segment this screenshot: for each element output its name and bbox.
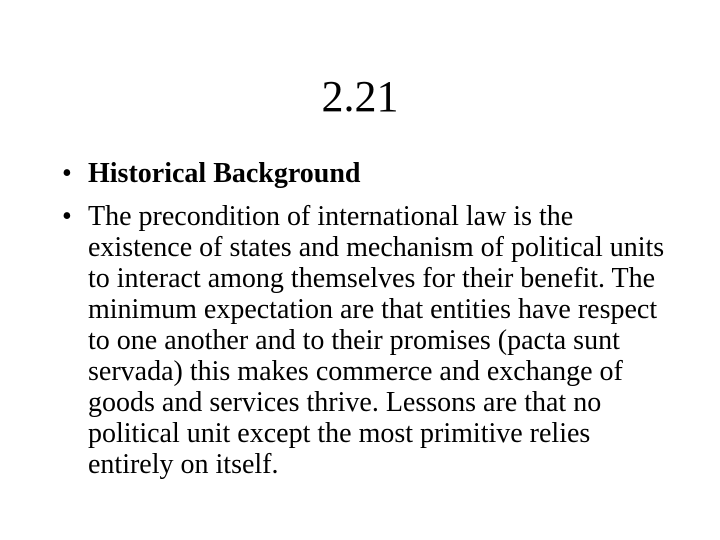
bullet-item-body — [62, 201, 672, 480]
bullet-item-heading — [62, 158, 672, 189]
slide-title: 2.21 — [321, 72, 399, 121]
bullet-heading-text: Historical Background — [88, 158, 361, 189]
bullet-body-text: The precondition of international law is the existence of states and mechanism of political units to interact among themselves for their benefit. The minimum expectation are that entities have respect to one another and to their promises (pacta sunt servada) this makes commerce and exchange of goods and services thrive. Lessons are that no political unit except the most primitive relies entirely on itself. — [88, 201, 665, 480]
bullet-list — [62, 158, 672, 492]
bullet-icon: • — [62, 201, 72, 232]
bullet-icon: • — [62, 158, 72, 189]
